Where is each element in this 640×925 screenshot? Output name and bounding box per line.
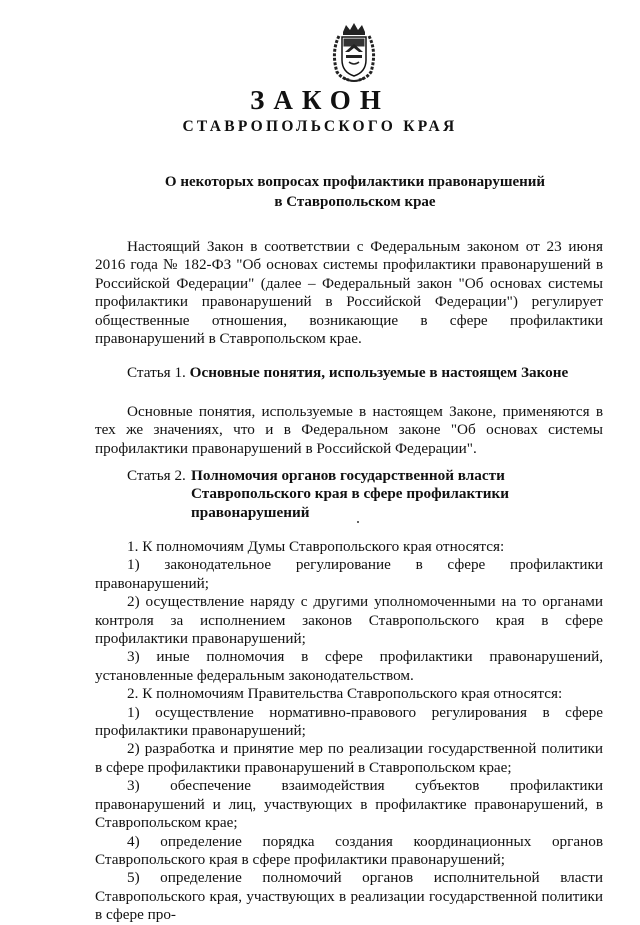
law-subject: [120, 172, 590, 212]
article-1-title: Основные понятия, используемые в настоящем Законе: [189, 364, 569, 381]
list-item: 3) иные полномочия в сфере профилактики правонарушений, установленные федеральным законодательством.: [95, 648, 603, 684]
article-2-items: [95, 538, 603, 925]
article-1-heading: [127, 364, 603, 382]
article-1-text: Основные понятия, используемые в настоящем Законе, применяются в тех же значениях, что и в Федеральном законе "Об основах системы профилактики правонарушений в Российской Федерации".: [95, 403, 603, 457]
list-item: 4) определение порядка создания координационных органов Ставропольского края в сфере профилактики правонарушений;: [95, 832, 603, 868]
coat-of-arms-icon: [329, 22, 379, 84]
list-item: 5) определение полномочий органов исполнительной власти Ставропольского края, участвующих в реализации государственной политики в сфере про-: [95, 869, 603, 924]
article-2-heading: [127, 467, 603, 522]
list-item: 2) осуществление наряду с другими уполномоченными на то органами контроля за исполнением законов Ставропольского края в сфере профилактики правонарушений;: [95, 593, 603, 648]
article-1-label: Статья 1.: [127, 364, 186, 381]
list-item: 1) осуществление нормативно-правового регулирования в сфере профилактики правонарушений;: [95, 703, 603, 740]
law-title: ЗАКОН: [250, 85, 390, 115]
article-2-title: Полномочия органов государственной власти Ставропольского края в сфере профилактики правонарушений: [191, 467, 509, 521]
list-item: 1) законодательное регулирование в сфере профилактики правонарушений;: [95, 556, 603, 592]
list-item: 2. К полномочиям Правительства Ставропольского края относятся:: [127, 685, 563, 703]
subject-line-1: О некоторых вопросах профилактики правонарушений: [164, 174, 546, 190]
list-item: 2) разработка и принятие мер по реализации государственной политики в сфере профилактики правонарушений в Ставропольском крае;: [95, 740, 603, 776]
scan-speck: [357, 521, 359, 523]
article-2-label: Статья 2.: [127, 467, 186, 484]
list-item: 3) обеспечение взаимодействия субъектов профилактики правонарушений и лиц, участвующих в профилактике правонарушений, в Ставропольском крае;: [95, 777, 603, 832]
preamble-paragraph: Настоящий Закон в соответствии с Федеральным законом от 23 июня 2016 года № 182-ФЗ "Об основах системы профилактики правонарушений в Российской Федерации" (далее – Федеральный закон "Об основах системы профилактики правонарушений в Российской Федерации") регулирует общественные отношения, возникающие в сфере профилактики правонарушений в Ставропольском крае.: [95, 238, 603, 348]
list-item: 1. К полномочиям Думы Ставропольского края относятся:: [127, 538, 505, 555]
subject-line-2: в Ставропольском крае: [274, 194, 436, 210]
region-title: СТАВРОПОЛЬСКОГО КРАЯ: [182, 118, 458, 135]
